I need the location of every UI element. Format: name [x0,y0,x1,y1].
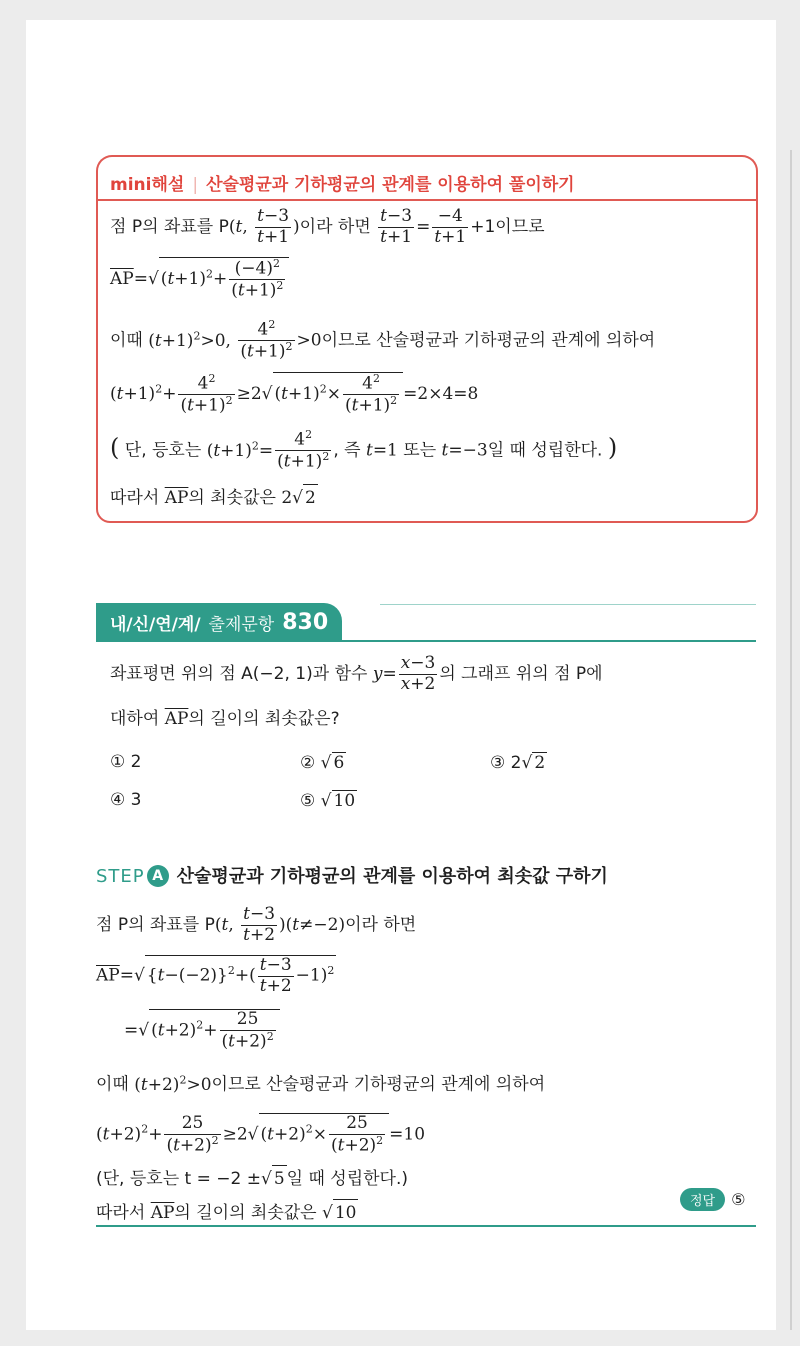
sol-line-4: 이때 $(t+2)^2>0$이므로 산술평균과 기하평균의 관계에 의하여 [96,1073,546,1095]
sol-line-6: (단, 등호는 t = −2 ±√ 5 일 때 성립한다.) [96,1165,408,1192]
problem-rule-top [380,604,756,605]
choice-4[interactable]: ④ 3 [110,790,142,810]
mini-line-4: $(t+1)^2+$ $\frac{4^2}{(t+1)^2}$ ≥2√ $(t+1)^2\times$ $\frac{4^2}{(t+1)^2}$ =2×4=8 [110,372,479,416]
choice-3[interactable]: ③ 2√ 2 [490,753,546,773]
choice-1[interactable]: ① 2 [110,752,142,772]
sol-line-1: 점 P의 좌표를 P(t, $\frac{t-3}{t+2}$ )(t≠−2)이라 하면 [96,904,417,945]
mini-line-5: ( 단, 등호는 $(t+1)^2=$ $\frac{4^2}{(t+1)^2}$ , 즉 t=1 또는 t=−3일 때 성립한다. ) [110,428,618,472]
problem-number: 830 [282,609,329,635]
answer-value: ⑤ [731,1190,746,1209]
mini-line-6: 따라서 $\overline{AP}$의 최솟값은 2√ 2 [110,484,318,511]
mini-line-1: 점 P의 좌표를 P(t, $\frac{t-3}{t+1}$ )이라 하면 $\frac{t-3}{t+1}$ = $\frac{-4}{t+1}$ +1이므로 [110,206,545,247]
sol-line-5: $(t+2)^2+$ $\frac{25}{(t+2)^2}$ ≥2√ $(t+2)^2\times$ $\frac{25}{(t+2)^2}$ =10 [96,1113,426,1156]
problem-tag-series: 내/신/연/계/ [110,614,201,635]
step-header [96,862,608,889]
problem-rule [96,640,756,642]
mini-line-2: $\overline{AP}=√$ $(t+1)^2+$ $\frac{(-4)^2}{(t+1)^2}$ [110,257,289,301]
answer [680,1188,745,1211]
sol-line-7: 따라서 $\overline{AP}$의 길이의 최솟값은 √ 10 [96,1199,358,1226]
mini-header: mini해설 | 산술평균과 기하평균의 관계를 이용하여 풀이하기 [110,175,575,195]
problem-line-2: 대하여 $\overline{AP}$의 길이의 최솟값은? [110,709,340,729]
step-label: STEP [96,866,145,887]
sol-line-3: =√ $(t+2)^2+$ $\frac{25}{(t+2)^2}$ [124,1009,280,1052]
problem-tag-label: 출제문항 [208,614,275,635]
page-edge [790,150,792,1330]
mini-line-3: 이때 $(t+1)^2>0$, $\frac{4^2}{(t+1)^2}$ >0이므로 산술평균과 기하평균의 관계에 의하여 [110,318,656,362]
step-badge: A [147,865,169,887]
mini-title: 산술평균과 기하평균의 관계를 이용하여 풀이하기 [206,175,575,195]
mini-label: mini해설 [110,175,185,195]
choice-2[interactable]: ② √ 6 [300,753,345,773]
step-title: 산술평균과 기하평균의 관계를 이용하여 최솟값 구하기 [176,866,608,887]
answer-label: 정답 [680,1188,725,1211]
problem-tag [96,603,342,641]
choice-5[interactable]: ⑤ √ 10 [300,791,356,811]
problem-line-1: 좌표평면 위의 점 A(−2, 1)과 함수 y= $\frac{x-3}{x+2}$ 의 그래프 위의 점 P에 [110,653,603,694]
sol-line-2: $\overline{AP}=√$ $\{t-(-2)\}^2+$( $\frac{t-3}{t+2}$ −1)$^2$ [96,955,335,996]
bottom-rule [96,1225,756,1227]
